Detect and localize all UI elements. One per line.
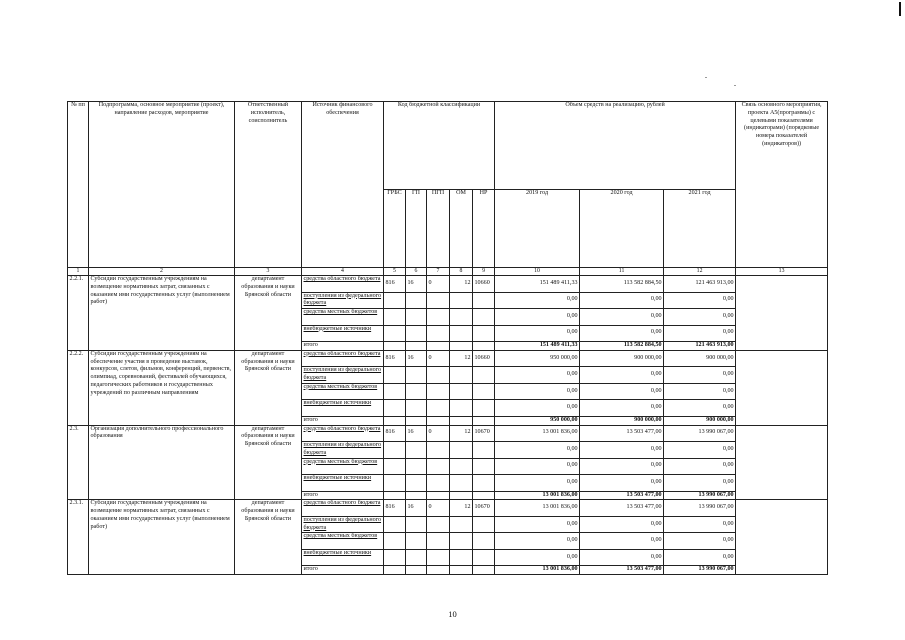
source-total: итого [302, 416, 384, 425]
value-2020: 0,00 [580, 400, 664, 417]
column-numbers-row [68, 268, 828, 276]
total-2020: 113 582 884,50 [580, 342, 664, 351]
measure-block-2-3-1 [68, 500, 828, 575]
code-om: 12 [450, 276, 473, 293]
total-2019: 13 001 836,00 [495, 566, 580, 575]
value-2021: 0,00 [664, 383, 736, 400]
code-pgp: 0 [427, 500, 450, 517]
column-number: 12 [664, 268, 736, 276]
code-np: 10660 [473, 276, 495, 293]
value-2019: 0,00 [495, 325, 580, 342]
value-2019: 0,00 [495, 475, 580, 492]
column-number: 8 [450, 268, 473, 276]
code-gp: 16 [406, 276, 427, 293]
value-2020: 0,00 [580, 475, 664, 492]
header-num: № пп [68, 102, 89, 268]
source-regional: средства областного бюджета [302, 350, 384, 367]
total-2019: 151 489 411,33 [495, 342, 580, 351]
source-extra: внебюджетные источники [302, 549, 384, 566]
source-local: средства местных бюджетов [302, 533, 384, 550]
source-total: итого [302, 566, 384, 575]
column-number: 5 [384, 268, 406, 276]
total-2021: 13 990 067,00 [664, 566, 736, 575]
value-2020: 0,00 [580, 549, 664, 566]
header-gp: ГП [406, 190, 427, 268]
code-grbs: 816 [384, 425, 406, 442]
column-number: 13 [736, 268, 828, 276]
code-pgp: 0 [427, 425, 450, 442]
value-2021: 0,00 [664, 516, 736, 533]
value-2020: 13 503 477,00 [580, 500, 664, 517]
value-2020: 13 503 477,00 [580, 425, 664, 442]
value-2019: 0,00 [495, 458, 580, 475]
source-total: итого [302, 342, 384, 351]
value-2019: 151 489 411,33 [495, 276, 580, 293]
value-2021: 0,00 [664, 533, 736, 550]
measure-executor: департамент образования и науки Брянской области [235, 350, 302, 425]
column-number: 3 [235, 268, 302, 276]
measure-executor: департамент образования и науки Брянской области [235, 425, 302, 500]
header-link: Связь основного мероприятия, проекта А5(программы) с целевыми показателями (индикаторами) (порядковые номера показателей (индикаторов)) [736, 102, 828, 268]
source-federal: поступления из федерального бюджета [302, 367, 384, 384]
header-2021: 2021 год [664, 190, 736, 268]
value-2021: 0,00 [664, 325, 736, 342]
code-np: 10660 [473, 350, 495, 367]
total-2021: 13 990 067,00 [664, 491, 736, 500]
measure-executor: департамент образования и науки Брянской области [235, 500, 302, 575]
row-number: 2.2.1. [68, 276, 89, 351]
source-total: итого [302, 491, 384, 500]
value-2019: 0,00 [495, 383, 580, 400]
total-2019: 13 001 836,00 [495, 491, 580, 500]
value-2020: 0,00 [580, 292, 664, 309]
measure-block-2-3 [68, 425, 828, 500]
source-federal: поступления из федерального бюджета [302, 516, 384, 533]
page-number: 10 [448, 609, 457, 619]
indicator-link [736, 425, 828, 500]
source-federal: поступления из федерального бюджета [302, 292, 384, 309]
measure-title: Субсидии государственным учреждениям на возмещение нормативных затрат, связанных с оказанием ими государственных услуг (выполнением работ) [89, 500, 235, 575]
code-np: 10670 [473, 500, 495, 517]
source-regional: средства областного бюджета [302, 276, 384, 293]
code-grbs: 816 [384, 350, 406, 367]
code-grbs: 816 [384, 276, 406, 293]
value-2020: 0,00 [580, 533, 664, 550]
header-2019: 2019 год [495, 190, 580, 268]
total-2020: 900 000,00 [580, 416, 664, 425]
total-2021: 900 000,00 [664, 416, 736, 425]
row-number: 2.2.2. [68, 350, 89, 425]
value-2019: 0,00 [495, 292, 580, 309]
header-budget-classification: Код бюджетной классификации [384, 102, 495, 190]
source-regional: средства областного бюджета [302, 500, 384, 517]
column-number: 9 [473, 268, 495, 276]
source-local: средства местных бюджетов [302, 458, 384, 475]
header-program: Подпрограмма, основное мероприятие (проект), направление расходов, мероприятие [89, 102, 235, 268]
value-2020: 113 582 884,50 [580, 276, 664, 293]
value-2021: 0,00 [664, 458, 736, 475]
indicator-link [736, 276, 828, 351]
source-local: средства местных бюджетов [302, 383, 384, 400]
value-2020: 0,00 [580, 383, 664, 400]
value-2021: 13 990 067,00 [664, 425, 736, 442]
value-2020: 0,00 [580, 458, 664, 475]
measure-executor: департамент образования и науки Брянской области [235, 276, 302, 351]
code-np: 10670 [473, 425, 495, 442]
code-om: 12 [450, 425, 473, 442]
header-volume: Объем средств на реализацию, рублей [495, 102, 736, 190]
value-2020: 0,00 [580, 516, 664, 533]
value-2019: 0,00 [495, 533, 580, 550]
value-2021: 13 990 067,00 [664, 500, 736, 517]
header-2020: 2020 год [580, 190, 664, 268]
header-np: НР [473, 190, 495, 268]
measure-block-2-2-2 [68, 350, 828, 425]
code-pgp: 0 [427, 350, 450, 367]
scan-speck [734, 85, 736, 86]
code-gp: 16 [406, 350, 427, 367]
value-2021: 0,00 [664, 292, 736, 309]
source-extra: внебюджетные источники [302, 475, 384, 492]
value-2021: 0,00 [664, 442, 736, 459]
column-number: 11 [580, 268, 664, 276]
header-pgp: ПГП [427, 190, 450, 268]
total-2020: 13 503 477,00 [580, 566, 664, 575]
value-2021: 0,00 [664, 549, 736, 566]
column-number: 4 [302, 268, 384, 276]
value-2019: 0,00 [495, 549, 580, 566]
header-source: Источник финансового обеспечения [302, 102, 384, 268]
table-row [68, 350, 828, 367]
source-federal: поступления из федерального бюджета [302, 442, 384, 459]
measure-block-2-2-1 [68, 276, 828, 351]
value-2020: 0,00 [580, 442, 664, 459]
source-regional: средства областного бюджета [302, 425, 384, 442]
code-pgp: 0 [427, 276, 450, 293]
value-2021: 0,00 [664, 475, 736, 492]
value-2019: 0,00 [495, 309, 580, 326]
value-2021: 0,00 [664, 367, 736, 384]
measure-title: Организация дополнительного профессионального образования [89, 425, 235, 500]
value-2019: 0,00 [495, 442, 580, 459]
row-number: 2.3. [68, 425, 89, 500]
row-number: 2.3.1. [68, 500, 89, 575]
source-local: средства местных бюджетов [302, 309, 384, 326]
value-2019: 13 001 836,00 [495, 500, 580, 517]
column-number: 10 [495, 268, 580, 276]
table-row [68, 425, 828, 442]
column-number: 6 [406, 268, 427, 276]
value-2019: 0,00 [495, 516, 580, 533]
value-2020: 0,00 [580, 367, 664, 384]
column-number: 7 [427, 268, 450, 276]
total-2019: 950 000,00 [495, 416, 580, 425]
column-number: 2 [89, 268, 235, 276]
total-2020: 13 503 477,00 [580, 491, 664, 500]
value-2020: 900 000,00 [580, 350, 664, 367]
indicator-link [736, 350, 828, 425]
value-2019: 950 000,00 [495, 350, 580, 367]
scan-speck [705, 77, 707, 78]
value-2021: 900 000,00 [664, 350, 736, 367]
header-grbs: ГРБС [384, 190, 406, 268]
source-extra: внебюджетные источники [302, 325, 384, 342]
value-2019: 0,00 [495, 367, 580, 384]
value-2020: 0,00 [580, 309, 664, 326]
column-number: 1 [68, 268, 89, 276]
code-gp: 16 [406, 425, 427, 442]
measure-title: Субсидии государственным учреждениям на возмещение нормативных затрат, связанных с оказанием ими государственных услуг (выполнением работ) [89, 276, 235, 351]
table-row [68, 500, 828, 517]
budget-table [67, 101, 828, 575]
table-row [68, 276, 828, 293]
indicator-link [736, 500, 828, 575]
code-grbs: 816 [384, 500, 406, 517]
scan-edge-mark [899, 2, 901, 16]
source-extra: внебюджетные источники [302, 400, 384, 417]
value-2019: 0,00 [495, 400, 580, 417]
value-2021: 121 463 913,00 [664, 276, 736, 293]
value-2020: 0,00 [580, 325, 664, 342]
value-2021: 0,00 [664, 400, 736, 417]
header-executor: Ответственный исполнитель, соисполнитель [235, 102, 302, 268]
code-om: 12 [450, 500, 473, 517]
header-om: ОМ [450, 190, 473, 268]
value-2021: 0,00 [664, 309, 736, 326]
code-gp: 16 [406, 500, 427, 517]
value-2019: 13 001 836,00 [495, 425, 580, 442]
measure-title: Субсидии государственным учреждениям на обеспечение участия в проведение выставок, конкурсов, слетов, фильмов, конференций, первенств, олимпиад, соревнований, фестивалей обучающихся, педагогических работников и государственных учреждений по различным направлениям [89, 350, 235, 425]
total-2021: 121 463 913,00 [664, 342, 736, 351]
code-om: 12 [450, 350, 473, 367]
